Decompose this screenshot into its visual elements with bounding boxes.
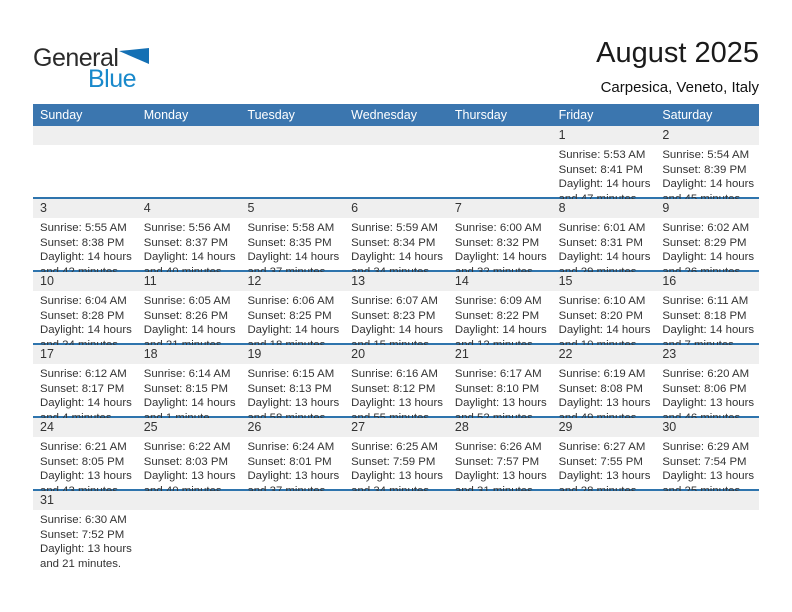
day-number: 18 (137, 345, 241, 364)
day-detail-line: Sunrise: 5:58 AM (247, 222, 335, 234)
day-number (448, 126, 552, 145)
day-detail-line: Daylight: 14 hours (558, 324, 651, 336)
logo-triangle-icon (119, 48, 149, 64)
day-number (552, 491, 656, 510)
day-number: 31 (33, 491, 137, 510)
day-detail-line: Sunset: 8:34 PM (351, 236, 436, 249)
day-number (137, 491, 241, 510)
day-detail-line: Sunrise: 5:59 AM (351, 222, 438, 234)
day-detail-line: Daylight: 14 hours (143, 324, 236, 336)
day-detail-line: Daylight: 14 hours (351, 251, 443, 263)
day-detail-line: Daylight: 14 hours (143, 397, 236, 409)
day-details (344, 291, 448, 352)
day-detail-line: Sunset: 8:03 PM (143, 455, 228, 468)
day-details (33, 291, 137, 352)
day-header-wednesday: Wednesday (351, 108, 417, 122)
day-detail-line: Daylight: 13 hours (351, 470, 443, 482)
day-detail-line: Daylight: 14 hours (454, 251, 547, 263)
day-number: 11 (137, 272, 241, 291)
day-number: 21 (448, 345, 552, 364)
day-number: 27 (344, 418, 448, 437)
day-cell-3 (33, 199, 137, 270)
day-detail-line: Daylight: 13 hours (454, 397, 547, 409)
day-cell-empty (552, 491, 656, 564)
day-cell-12 (240, 272, 344, 343)
day-detail-line: Sunrise: 6:14 AM (143, 368, 231, 380)
day-detail-line: Daylight: 14 hours (662, 251, 755, 263)
day-number: 2 (655, 126, 759, 145)
day-details (344, 437, 448, 498)
day-number: 28 (448, 418, 552, 437)
page-subtitle: Carpesica, Veneto, Italy (600, 79, 759, 96)
day-cell-empty (655, 491, 759, 564)
calendar (33, 104, 759, 570)
day-detail-line: Daylight: 14 hours (143, 251, 236, 263)
day-cell-21 (448, 345, 552, 416)
day-detail-line: Sunrise: 6:05 AM (143, 295, 231, 307)
calendar-header-row (33, 104, 759, 126)
day-number: 12 (240, 272, 344, 291)
day-cell-13 (344, 272, 448, 343)
day-details (655, 364, 759, 425)
day-cell-empty (240, 491, 344, 564)
day-details (240, 364, 344, 425)
day-detail-line: Daylight: 14 hours (662, 178, 755, 190)
day-cell-24 (33, 418, 137, 489)
day-detail-line: Sunset: 7:57 PM (454, 455, 540, 468)
day-detail-line: Daylight: 13 hours (40, 543, 132, 555)
day-details (240, 437, 344, 498)
week-row (33, 418, 759, 491)
day-cell-5 (240, 199, 344, 270)
day-cell-empty (344, 491, 448, 564)
day-cell-28 (448, 418, 552, 489)
day-detail-line: Daylight: 14 hours (558, 178, 651, 190)
day-cell-16 (655, 272, 759, 343)
day-detail-line: Sunset: 8:38 PM (40, 236, 125, 249)
day-cell-4 (137, 199, 241, 270)
page-title: August 2025 (596, 37, 759, 69)
day-detail-line: Sunset: 8:15 PM (143, 382, 228, 395)
day-number: 16 (655, 272, 759, 291)
day-detail-line: Daylight: 13 hours (143, 470, 236, 482)
day-cell-empty (344, 126, 448, 197)
day-details (552, 437, 656, 498)
day-number: 14 (448, 272, 552, 291)
day-cell-17 (33, 345, 137, 416)
day-cell-6 (344, 199, 448, 270)
day-number (344, 126, 448, 145)
day-detail-line: Sunset: 8:08 PM (558, 382, 643, 395)
day-detail-line: Daylight: 14 hours (40, 324, 132, 336)
day-cell-7 (448, 199, 552, 270)
day-detail-line: Sunrise: 5:55 AM (40, 222, 127, 234)
day-detail-line: Sunrise: 6:17 AM (454, 368, 542, 380)
day-detail-line: Sunrise: 6:01 AM (558, 222, 646, 234)
day-detail-line: Daylight: 13 hours (40, 470, 132, 482)
day-cell-8 (552, 199, 656, 270)
day-header-friday: Friday (558, 108, 594, 122)
day-details (448, 364, 552, 425)
day-details (33, 510, 137, 571)
logo-text-general: General (33, 44, 119, 72)
day-number: 15 (552, 272, 656, 291)
day-details (552, 145, 656, 206)
day-details (33, 364, 137, 425)
day-detail-line: Daylight: 14 hours (247, 324, 340, 336)
day-detail-line: Sunrise: 6:26 AM (454, 441, 542, 453)
day-cell-19 (240, 345, 344, 416)
day-detail-line: Sunrise: 6:09 AM (454, 295, 542, 307)
day-details (655, 218, 759, 279)
day-detail-line: Sunset: 8:06 PM (662, 382, 747, 395)
day-detail-line: Sunrise: 6:06 AM (247, 295, 335, 307)
day-detail-line: Sunset: 8:12 PM (351, 382, 436, 395)
day-cell-27 (344, 418, 448, 489)
day-detail-line: Daylight: 14 hours (558, 251, 651, 263)
day-cell-9 (655, 199, 759, 270)
day-detail-line: Sunrise: 6:27 AM (558, 441, 646, 453)
day-detail-line: Sunrise: 6:15 AM (247, 368, 335, 380)
day-number: 1 (552, 126, 656, 145)
day-cell-empty (240, 126, 344, 197)
day-detail-line: Sunset: 8:22 PM (454, 309, 540, 322)
day-number: 24 (33, 418, 137, 437)
day-number (240, 126, 344, 145)
day-details (33, 218, 137, 279)
day-detail-line: Sunrise: 5:53 AM (558, 149, 646, 161)
day-number (344, 491, 448, 510)
day-detail-line: Daylight: 13 hours (662, 470, 755, 482)
day-detail-line: Sunrise: 6:00 AM (454, 222, 542, 234)
day-details (137, 218, 241, 279)
day-detail-line: Sunset: 8:26 PM (143, 309, 228, 322)
day-detail-line: Sunrise: 6:24 AM (247, 441, 335, 453)
day-cell-22 (552, 345, 656, 416)
day-details (655, 437, 759, 498)
day-detail-line: Daylight: 14 hours (247, 251, 340, 263)
day-detail-line: Sunset: 8:20 PM (558, 309, 643, 322)
day-number: 30 (655, 418, 759, 437)
day-cell-20 (344, 345, 448, 416)
day-detail-line: Daylight: 14 hours (454, 324, 547, 336)
day-detail-line: Daylight: 13 hours (454, 470, 547, 482)
day-number: 29 (552, 418, 656, 437)
day-details (655, 291, 759, 352)
day-detail-line: Sunrise: 6:10 AM (558, 295, 646, 307)
day-cell-29 (552, 418, 656, 489)
day-details (552, 218, 656, 279)
day-detail-line: Sunset: 8:23 PM (351, 309, 436, 322)
day-number: 8 (552, 199, 656, 218)
day-detail-line: Sunset: 8:35 PM (247, 236, 332, 249)
day-details (448, 437, 552, 498)
day-detail-line: Sunrise: 6:02 AM (662, 222, 750, 234)
day-number: 6 (344, 199, 448, 218)
day-cell-empty (448, 126, 552, 197)
day-detail-line: Sunset: 8:17 PM (40, 382, 125, 395)
day-cell-empty (33, 126, 137, 197)
day-detail-line: Daylight: 13 hours (662, 397, 755, 409)
day-number: 13 (344, 272, 448, 291)
week-row (33, 491, 759, 570)
day-detail-line: Sunrise: 6:12 AM (40, 368, 127, 380)
day-cell-25 (137, 418, 241, 489)
day-header-tuesday: Tuesday (247, 108, 295, 122)
day-cell-2 (655, 126, 759, 197)
day-cell-empty (137, 491, 241, 564)
day-cell-10 (33, 272, 137, 343)
day-detail-line: Sunset: 8:37 PM (143, 236, 228, 249)
day-number: 10 (33, 272, 137, 291)
day-number: 3 (33, 199, 137, 218)
day-detail-line: Sunset: 8:41 PM (558, 163, 643, 176)
day-details (240, 218, 344, 279)
day-details (137, 364, 241, 425)
day-number: 17 (33, 345, 137, 364)
day-cell-1 (552, 126, 656, 197)
day-number: 26 (240, 418, 344, 437)
day-cell-14 (448, 272, 552, 343)
day-details (448, 218, 552, 279)
day-detail-line: Sunset: 7:55 PM (558, 455, 643, 468)
day-detail-line: Sunset: 7:54 PM (662, 455, 747, 468)
day-number (448, 491, 552, 510)
day-details (344, 364, 448, 425)
day-number: 25 (137, 418, 241, 437)
day-cell-26 (240, 418, 344, 489)
day-details (240, 291, 344, 352)
day-detail-line: Sunset: 8:05 PM (40, 455, 125, 468)
day-number (655, 491, 759, 510)
calendar-grid (33, 126, 759, 570)
day-detail-line: Daylight: 14 hours (40, 251, 132, 263)
day-detail-line: Sunset: 8:31 PM (558, 236, 643, 249)
day-cell-31 (33, 491, 137, 570)
day-cell-18 (137, 345, 241, 416)
day-detail-line: Sunset: 8:10 PM (454, 382, 540, 395)
day-cell-15 (552, 272, 656, 343)
day-detail-line: Sunset: 7:59 PM (351, 455, 436, 468)
day-detail-line: Sunset: 8:29 PM (662, 236, 747, 249)
day-detail-line: Sunrise: 6:19 AM (558, 368, 646, 380)
day-detail-line: Daylight: 13 hours (558, 470, 651, 482)
week-row (33, 199, 759, 272)
day-header-sunday: Sunday (40, 108, 83, 122)
day-detail-line: Daylight: 13 hours (247, 470, 340, 482)
day-detail-line: Sunset: 8:13 PM (247, 382, 332, 395)
day-detail-line: Sunrise: 6:22 AM (143, 441, 231, 453)
week-row (33, 272, 759, 345)
day-number (137, 126, 241, 145)
day-detail-line: Sunrise: 6:11 AM (662, 295, 749, 307)
day-detail-line: Sunset: 8:01 PM (247, 455, 332, 468)
day-details (655, 145, 759, 206)
week-row (33, 345, 759, 418)
day-cell-empty (448, 491, 552, 564)
logo-text-blue: Blue (88, 65, 137, 93)
day-detail-line: Sunset: 8:18 PM (662, 309, 747, 322)
day-number: 23 (655, 345, 759, 364)
day-detail-line: Sunrise: 6:16 AM (351, 368, 438, 380)
day-detail-line: Sunrise: 6:04 AM (40, 295, 127, 307)
day-detail-line: Daylight: 13 hours (247, 397, 340, 409)
day-number: 19 (240, 345, 344, 364)
day-detail-line: Sunrise: 6:25 AM (351, 441, 438, 453)
day-detail-line: Sunrise: 6:30 AM (40, 514, 127, 526)
day-detail-line: Sunset: 8:25 PM (247, 309, 332, 322)
day-number: 5 (240, 199, 344, 218)
day-detail-line: Sunrise: 6:21 AM (40, 441, 127, 453)
day-detail-line: Sunrise: 6:29 AM (662, 441, 750, 453)
day-detail-line: Sunrise: 5:54 AM (662, 149, 750, 161)
week-row (33, 126, 759, 199)
day-header-thursday: Thursday (454, 108, 507, 122)
day-cell-23 (655, 345, 759, 416)
day-details (137, 291, 241, 352)
day-detail-line: Daylight: 13 hours (351, 397, 443, 409)
day-detail-line: Sunset: 7:52 PM (40, 528, 125, 541)
day-details (552, 291, 656, 352)
day-details (552, 364, 656, 425)
day-detail-line: Daylight: 14 hours (40, 397, 132, 409)
day-number: 9 (655, 199, 759, 218)
day-detail-line: Sunset: 8:39 PM (662, 163, 747, 176)
day-detail-line: Sunrise: 5:56 AM (143, 222, 231, 234)
day-details (344, 218, 448, 279)
day-number: 22 (552, 345, 656, 364)
day-header-monday: Monday (143, 108, 189, 122)
day-cell-30 (655, 418, 759, 489)
day-number: 4 (137, 199, 241, 218)
day-cell-11 (137, 272, 241, 343)
day-detail-line: Sunset: 8:32 PM (454, 236, 540, 249)
day-cell-empty (137, 126, 241, 197)
day-detail-line: Daylight: 14 hours (351, 324, 443, 336)
day-number (33, 126, 137, 145)
day-details (137, 437, 241, 498)
day-detail-line: Daylight: 13 hours (558, 397, 651, 409)
day-detail-line: Daylight: 14 hours (662, 324, 755, 336)
day-details (448, 291, 552, 352)
day-number (240, 491, 344, 510)
day-detail-line: Sunset: 8:28 PM (40, 309, 125, 322)
day-number: 7 (448, 199, 552, 218)
general-blue-logo (33, 44, 149, 93)
day-number: 20 (344, 345, 448, 364)
day-detail-line: Sunrise: 6:07 AM (351, 295, 438, 307)
day-header-saturday: Saturday (662, 108, 713, 122)
day-detail-line: Sunrise: 6:20 AM (662, 368, 750, 380)
day-details (33, 437, 137, 498)
day-detail-line: and 21 minutes. (40, 557, 122, 570)
